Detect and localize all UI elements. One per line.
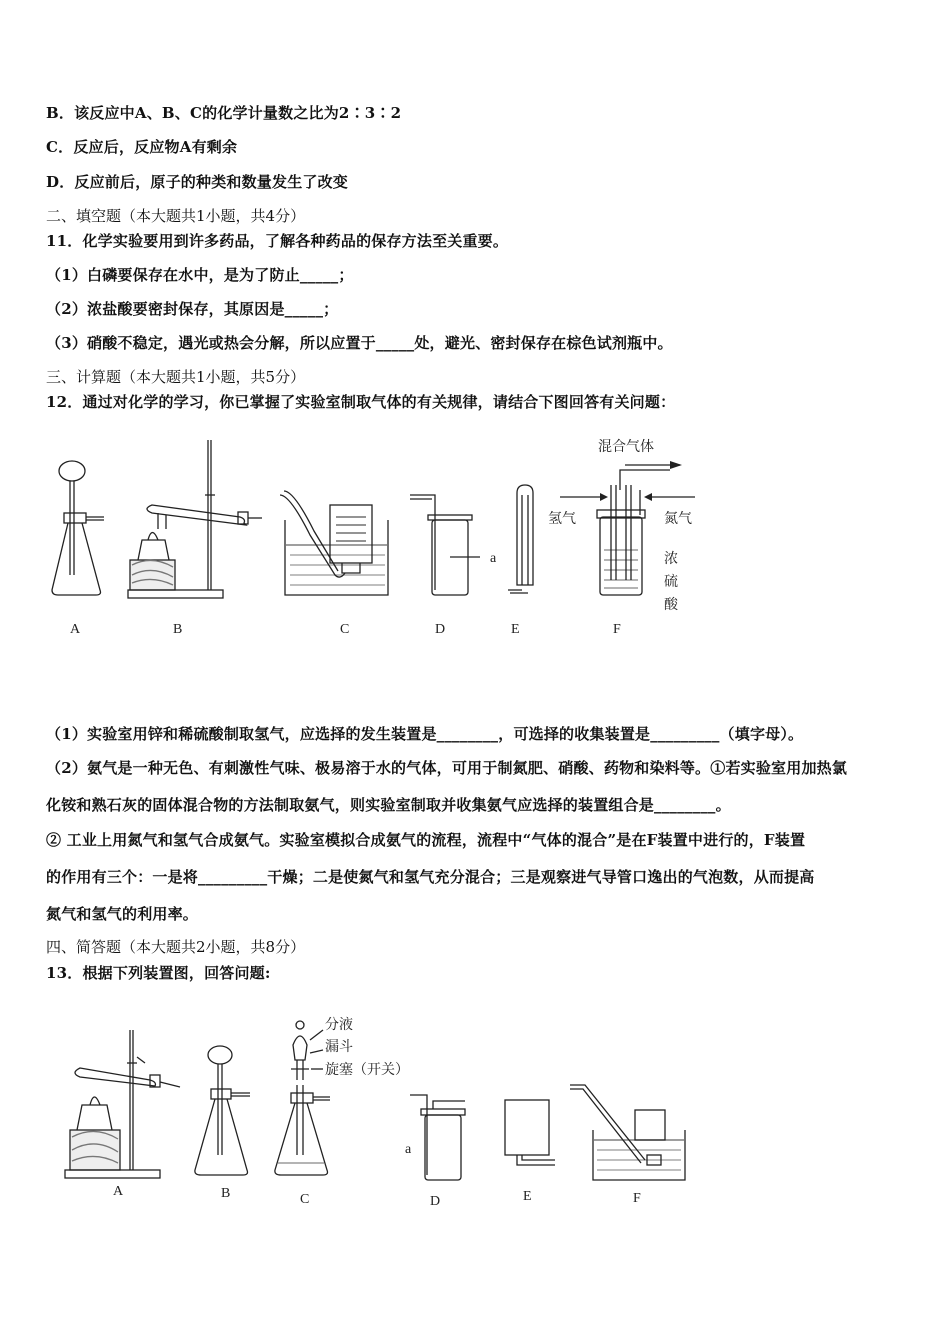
q12-mix-gas: 混合气体: [598, 439, 654, 455]
q12-label-e: E: [511, 622, 520, 637]
option-b: B．该反应中A、B、C的化学计量数之比为2∶3∶2: [46, 104, 402, 122]
q12-acid-1: 浓: [664, 551, 678, 567]
q11-part1: （1）白磷要保存在水中，是为了防止_____；: [46, 266, 354, 284]
q13-apparatus-a: [65, 1030, 180, 1178]
q11-part2: （2）浓盐酸要密封保存，其原因是_____；: [46, 300, 339, 318]
q12-part2-line1: （2）氨气是一种无色、有刺激性气味、极易溶于水的气体，可用于制氮肥、硝酸、药物和染料等。①若实验室用加热氯: [46, 759, 848, 777]
q13-d-port: a: [405, 1142, 412, 1157]
q13-label-c: C: [300, 1192, 310, 1207]
q13-apparatus-d: [410, 1095, 465, 1180]
q13-apparatus-e: [505, 1100, 555, 1165]
q12-label-d: D: [435, 622, 446, 637]
q12-part1: （1）实验室用锌和稀硫酸制取氢气，应选择的发生装置是________，可选择的收集装置是_________（填字母）。: [46, 725, 804, 743]
q13-funnel-1: 分液: [325, 1017, 353, 1033]
apparatus-d: [410, 495, 480, 595]
q13-apparatus-figure: [55, 1005, 705, 1215]
apparatus-e: [508, 485, 533, 593]
apparatus-a: [52, 461, 104, 595]
q12-d-port: a: [490, 551, 497, 566]
q12-label-f: F: [613, 622, 621, 637]
section-2-header: 二、填空题（本大题共1小题，共4分）: [46, 207, 306, 225]
q12-part2-line4: 的作用有三个：一是将_________干燥；二是使氮气和氢气充分混合；三是观察进气导管口逸出的气泡数，从而提高: [46, 868, 815, 886]
q12-label-b: B: [173, 622, 183, 637]
q12-label-a: A: [70, 622, 81, 637]
q13-funnel-2: 漏斗: [325, 1039, 353, 1055]
q12-part2-line2: 化铵和熟石灰的固体混合物的方法制取氨气，则实验室制取并收集氨气应选择的装置组合是________。: [46, 796, 731, 814]
q13-label-e: E: [523, 1189, 532, 1204]
q13-apparatus-b: [195, 1046, 250, 1175]
q12-nitrogen: 氮气: [664, 511, 692, 527]
section-4-header: 四、简答题（本大题共2小题，共8分）: [46, 938, 306, 956]
q12-part2-line3: ② 工业上用氮气和氢气合成氨气。实验室模拟合成氨气的流程，流程中“气体的混合”是在F装置中进行的，F装置: [46, 831, 806, 849]
q13-label-d: D: [430, 1194, 441, 1209]
q13-stopcock: 旋塞（开关）: [325, 1062, 409, 1078]
q11-part3: （3）硝酸不稳定，遇光或热会分解，所以应置于_____处，避光、密封保存在棕色试剂瓶中。: [46, 334, 673, 352]
q12-label-c: C: [340, 622, 350, 637]
q12-stem: 12．通过对化学的学习，你已掌握了实验室制取气体的有关规律，请结合下图回答有关问题：: [46, 393, 676, 411]
option-d: D．反应前后，原子的种类和数量发生了改变: [46, 173, 349, 191]
q12-acid-2: 硫: [664, 574, 678, 590]
q13-label-f: F: [633, 1191, 641, 1206]
q12-hydrogen: 氢气: [548, 511, 576, 527]
apparatus-c: [280, 491, 388, 595]
q12-apparatus-figure: [40, 425, 720, 640]
q12-acid-3: 酸: [664, 597, 678, 613]
apparatus-b: [128, 440, 262, 598]
q13-label-a: A: [113, 1184, 124, 1199]
q12-part2-line5: 氮气和氢气的利用率。: [46, 905, 199, 923]
q13-stem: 13．根据下列装置图，回答问题:: [46, 964, 271, 982]
q13-apparatus-c: [275, 1021, 330, 1175]
q11-stem: 11．化学实验要用到许多药品，了解各种药品的保存方法至关重要。: [46, 232, 509, 250]
q13-apparatus-f: [570, 1085, 685, 1180]
q13-label-b: B: [221, 1186, 231, 1201]
section-3-header: 三、计算题（本大题共1小题，共5分）: [46, 368, 306, 386]
option-c: C．反应后，反应物A有剩余: [46, 138, 238, 156]
